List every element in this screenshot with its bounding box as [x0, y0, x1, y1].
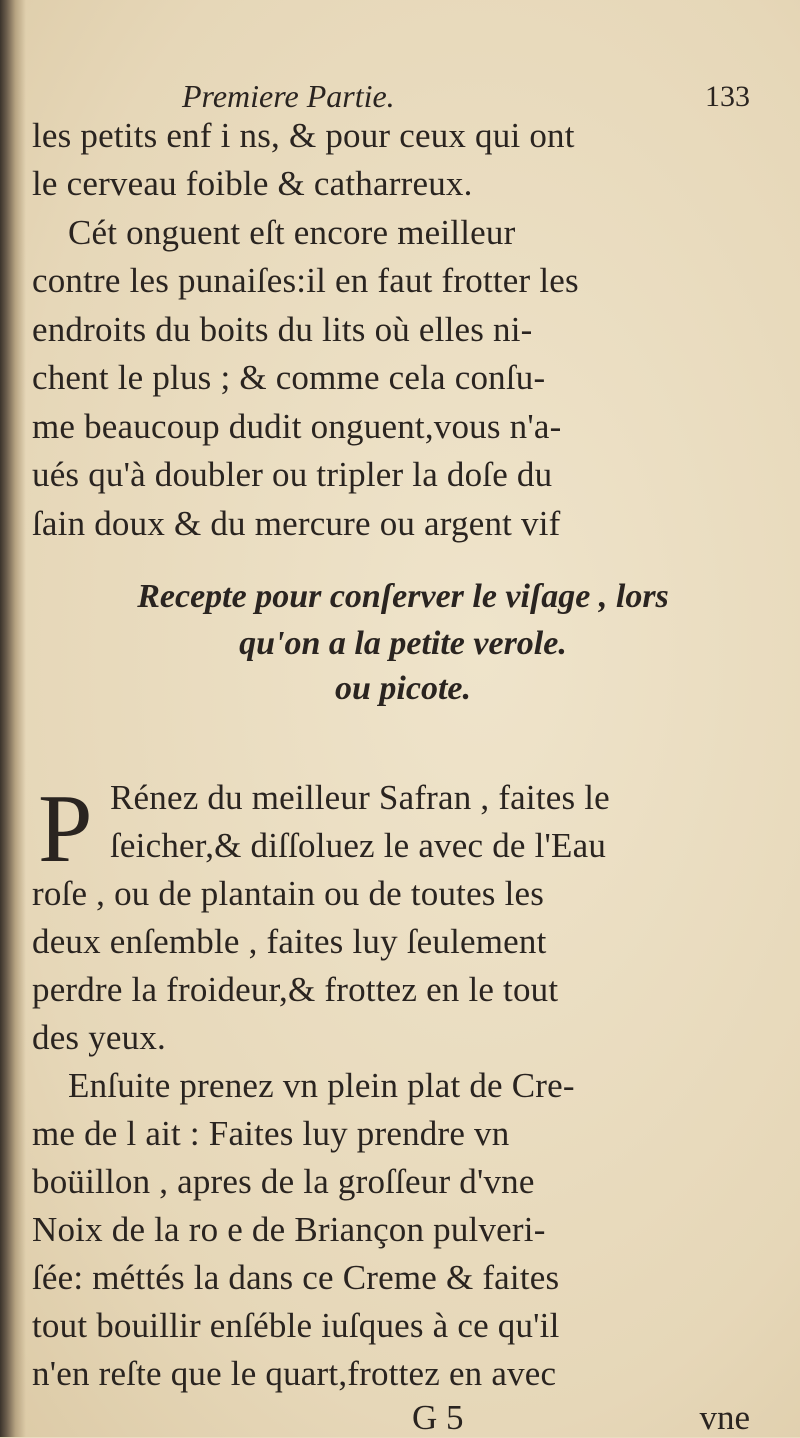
text-line: les petits enf i ns, & pour ceux qui ont	[32, 116, 575, 155]
text-line: Enſuite prenez vn plein plat de Cre-	[68, 1066, 575, 1105]
text-line: n'en reſte que le quart,frottez en avec	[32, 1354, 557, 1393]
text-line: deux enſemble , faites luy ſeulement	[32, 922, 547, 961]
page-footer	[32, 1398, 774, 1438]
heading-line: Recepte pour conſerver le viſage , lors	[137, 578, 669, 615]
text-line: ſeicher,& diſſoluez le avec de l'Eau	[110, 826, 607, 865]
text-line: me de l ait : Faites luy prendre vn	[32, 1114, 510, 1153]
running-header	[32, 78, 774, 118]
drop-cap: P	[38, 775, 93, 883]
text-line: roſe , ou de plantain ou de toutes les	[32, 874, 545, 913]
book-gutter	[0, 0, 26, 1437]
text-line: des yeux.	[32, 1018, 166, 1057]
catchword: vne	[699, 1398, 750, 1437]
heading-line: qu'on a la petite verole.	[239, 625, 567, 662]
text-line: chent le plus ; & comme cela conſu-	[32, 358, 546, 397]
heading-line: ou picote.	[335, 670, 471, 707]
running-title: Premiere Partie.	[182, 78, 395, 114]
text-line: Cét onguent eſt encore meilleur	[68, 213, 516, 252]
text-line: tout bouillir enſéble iuſques à ce qu'il	[32, 1306, 560, 1345]
text-line: endroits du boits du lits où elles ni-	[32, 310, 533, 349]
text-line: Noix de la ro e de Briançon pulveri-	[32, 1210, 546, 1249]
signature-mark: G 5	[412, 1398, 464, 1437]
text-line: perdre la froideur,& frottez en le tout	[32, 970, 559, 1009]
text-line: contre les punaiſes:il en faut frotter les	[32, 261, 579, 300]
text-line: boüillon , apres de la groſſeur d'vne	[32, 1162, 535, 1201]
text-line: ués qu'à doubler ou tripler la doſe du	[32, 455, 553, 494]
text-line: me beaucoup dudit onguent,vous n'a-	[32, 407, 562, 446]
text-line: le cerveau foible & catharreux.	[32, 164, 473, 203]
text-line: ſée: méttés la dans ce Creme & faites	[32, 1258, 560, 1297]
text-line: Rénez du meilleur Safran , faites le	[110, 778, 610, 817]
text-line: ſain doux & du mercure ou argent vif	[32, 504, 561, 543]
page-number: 133	[705, 80, 750, 113]
